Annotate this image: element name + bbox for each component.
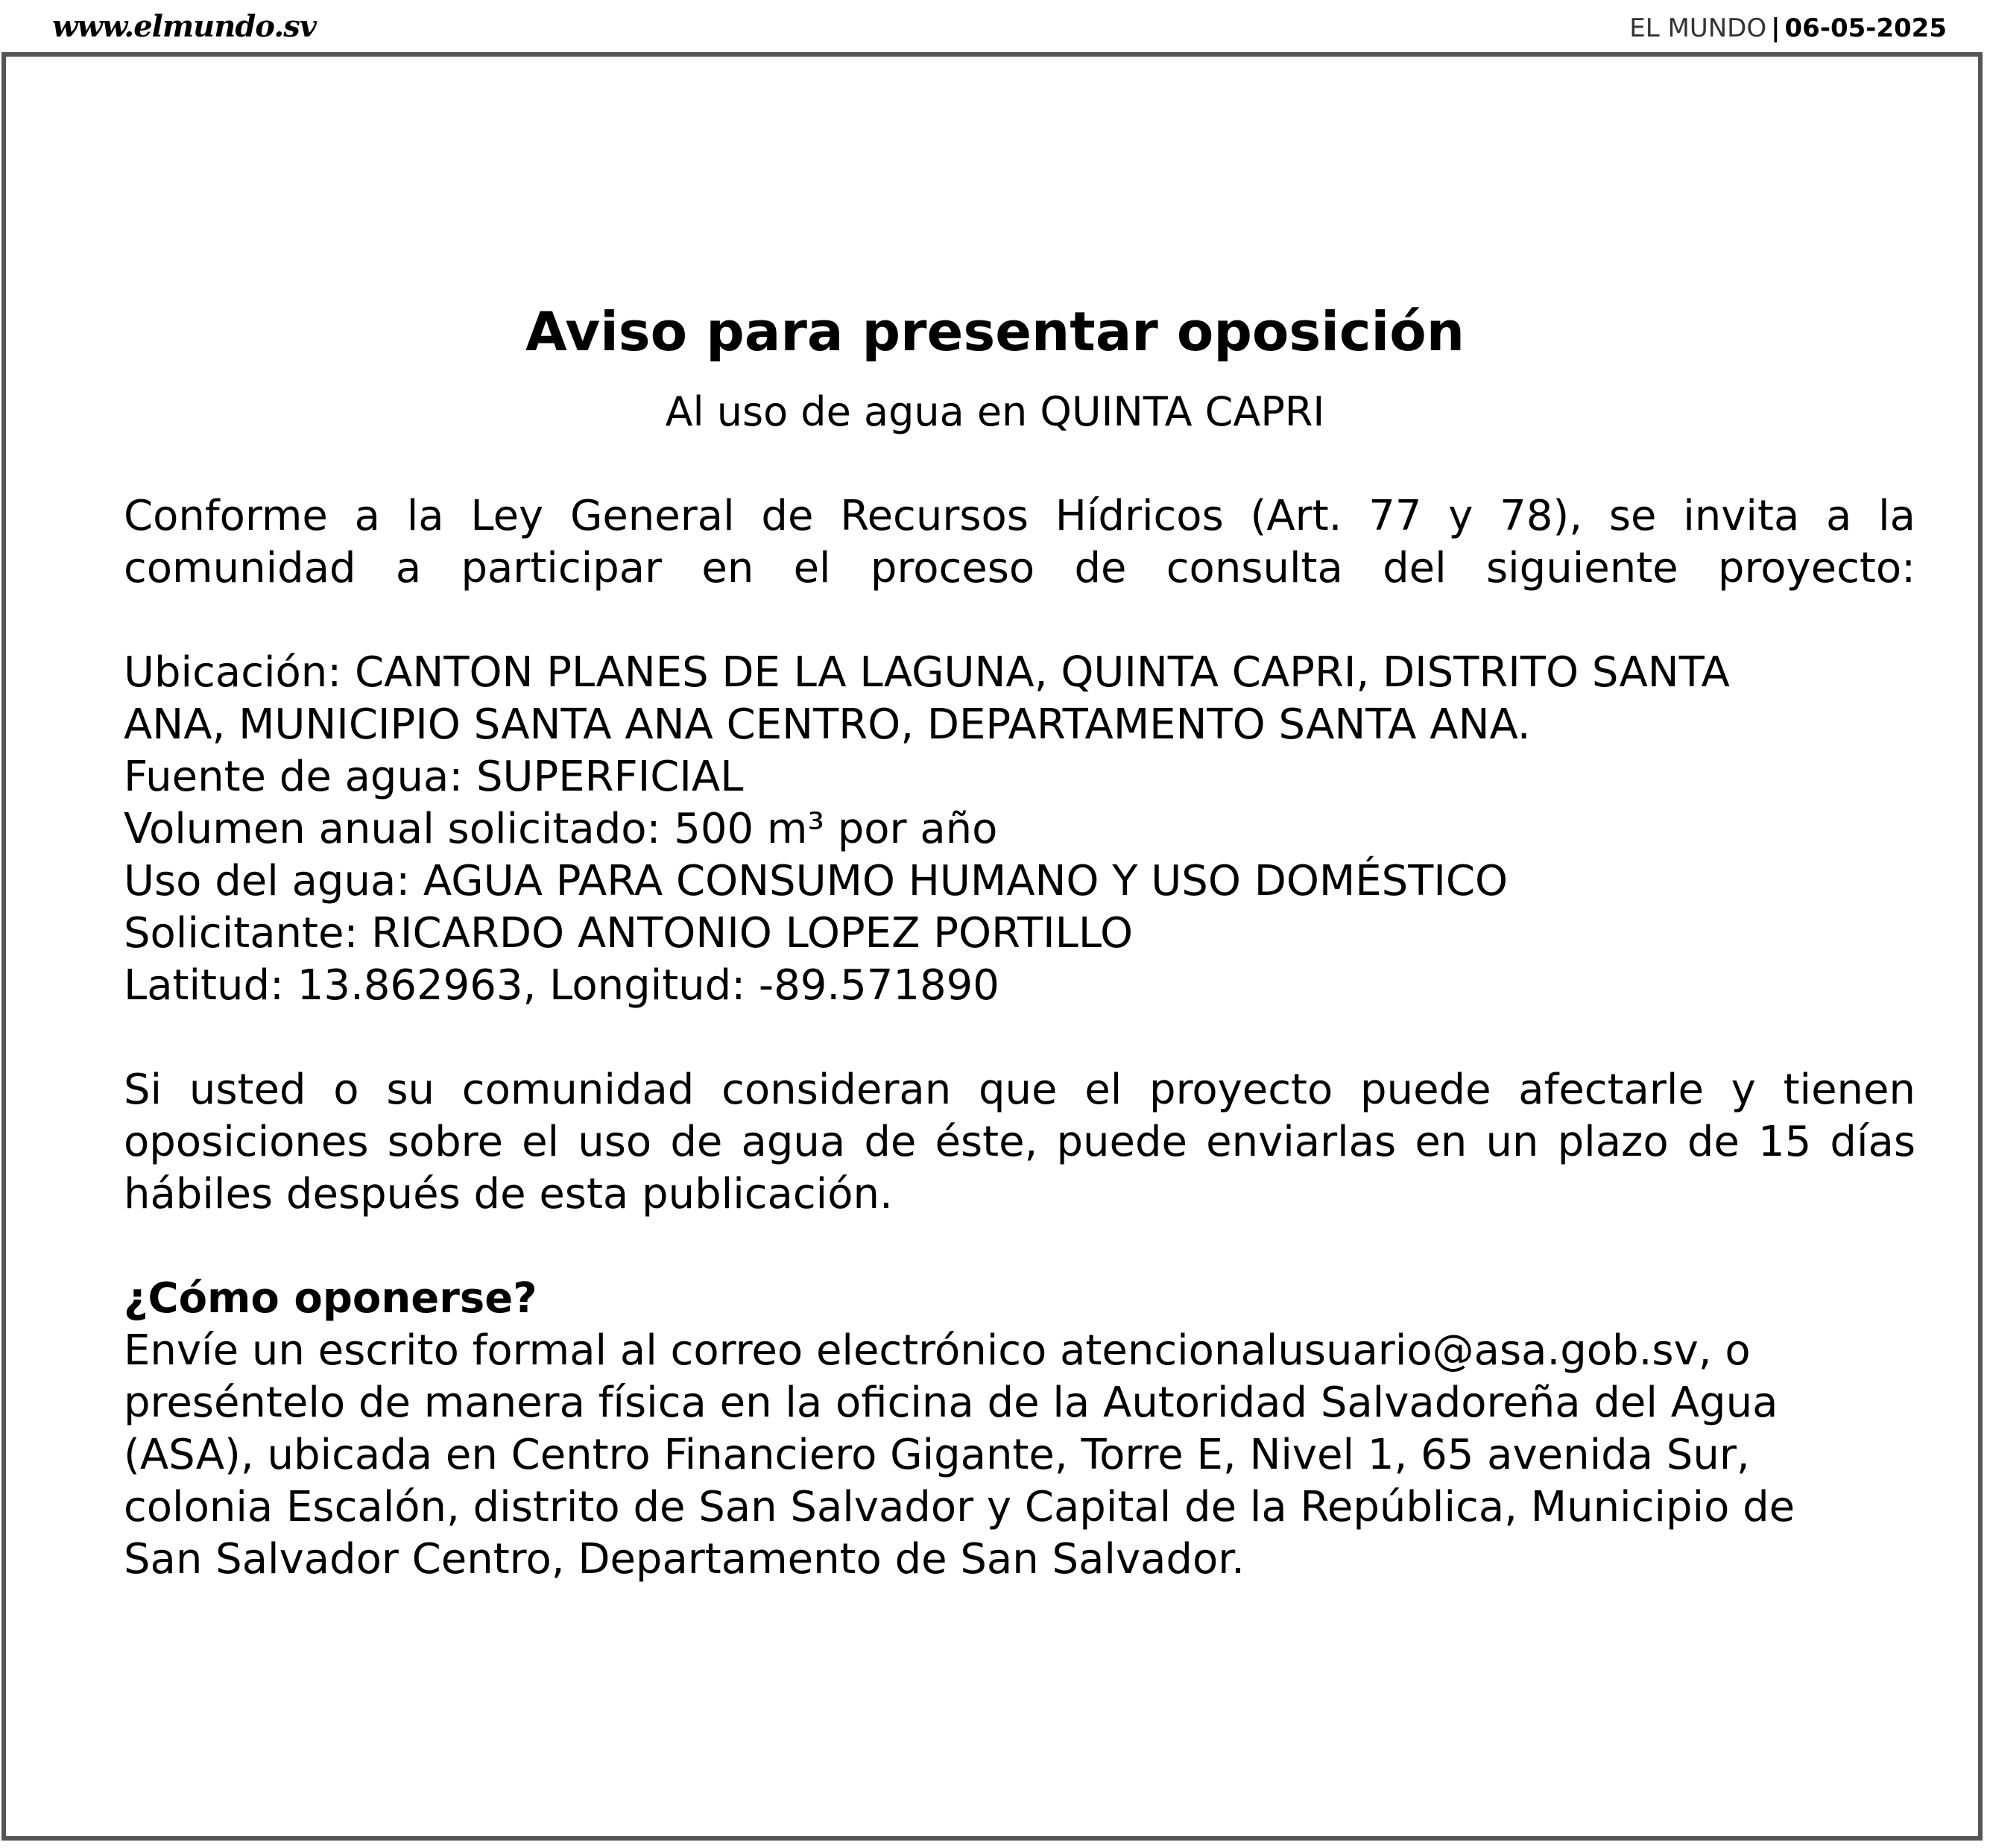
intro-line: comunidad a participar en el proceso de consulta del siguiente proyecto: [124,544,1915,592]
notice-subtitle: Al uso de agua en QUINTA CAPRI [665,388,1325,435]
opposition-line: oposiciones sobre el uso de agua de éste, puede enviarlas en un plazo de 15 días [124,1118,1915,1166]
edition-info [1629,12,1947,45]
opposition-line: Si usted o su comunidad consideran que el proyecto puede afectarle y tienen [124,1066,1915,1114]
notice-title: Aviso para presentar oposición [525,300,1465,363]
spacer [124,1221,1915,1273]
publication-name: EL MUNDO [1629,13,1767,43]
location-line: Ubicación: CANTON PLANES DE LA LAGUNA, QUINTA CAPRI, DISTRITO SANTA [124,648,1730,697]
annual-volume: Volumen anual solicitado: 500 m³ por año [124,805,998,853]
intro-line: Conforme a la Ley General de Recursos Hídricos (Art. 77 y 78), se invita a la [124,492,1915,540]
header-separator: | [1771,13,1781,43]
opposition-paragraph [124,1064,1915,1221]
notice-body [124,490,1915,1586]
coordinates: Latitud: 13.862963, Longitud: -89.571890 [124,961,999,1010]
how-line: (ASA), ubicada en Centro Financiero Gigante, Torre E, Nivel 1, 65 avenida Sur, [124,1431,1750,1479]
water-source: Fuente de agua: SUPERFICIAL [124,753,744,801]
how-line: colonia Escalón, distrito de San Salvador y Capital de la República, Municipio de [124,1483,1795,1531]
intro-paragraph [124,490,1915,595]
spacer [124,595,1915,647]
how-line: Envíe un escrito formal al correo electrónico atencionalusuario@asa.gob.sv, o [124,1326,1751,1375]
applicant: Solicitante: RICARDO ANTONIO LOPEZ PORTILLO [124,909,1134,958]
publication-date: 06-05-2025 [1784,13,1947,43]
project-details [124,647,1915,1012]
page-header [0,0,1990,54]
opposition-line: hábiles después de esta publicación. [124,1170,893,1218]
how-to-oppose-paragraph [124,1325,1915,1586]
spacer [124,1012,1915,1064]
water-use: Uso del agua: AGUA PARA CONSUMO HUMANO Y USO DOMÉSTICO [124,857,1509,905]
location-line: ANA, MUNICIPIO SANTA ANA CENTRO, DEPARTAMENTO SANTA ANA. [124,700,1531,749]
site-url[interactable]: www.elmundo.sv [52,9,316,44]
how-line: preséntelo de manera física en la oficina de la Autoridad Salvadoreña del Agua [124,1379,1778,1427]
how-to-oppose-heading: ¿Cómo oponerse? [124,1274,537,1323]
how-line: San Salvador Centro, Departamento de San Salvador. [124,1535,1245,1583]
